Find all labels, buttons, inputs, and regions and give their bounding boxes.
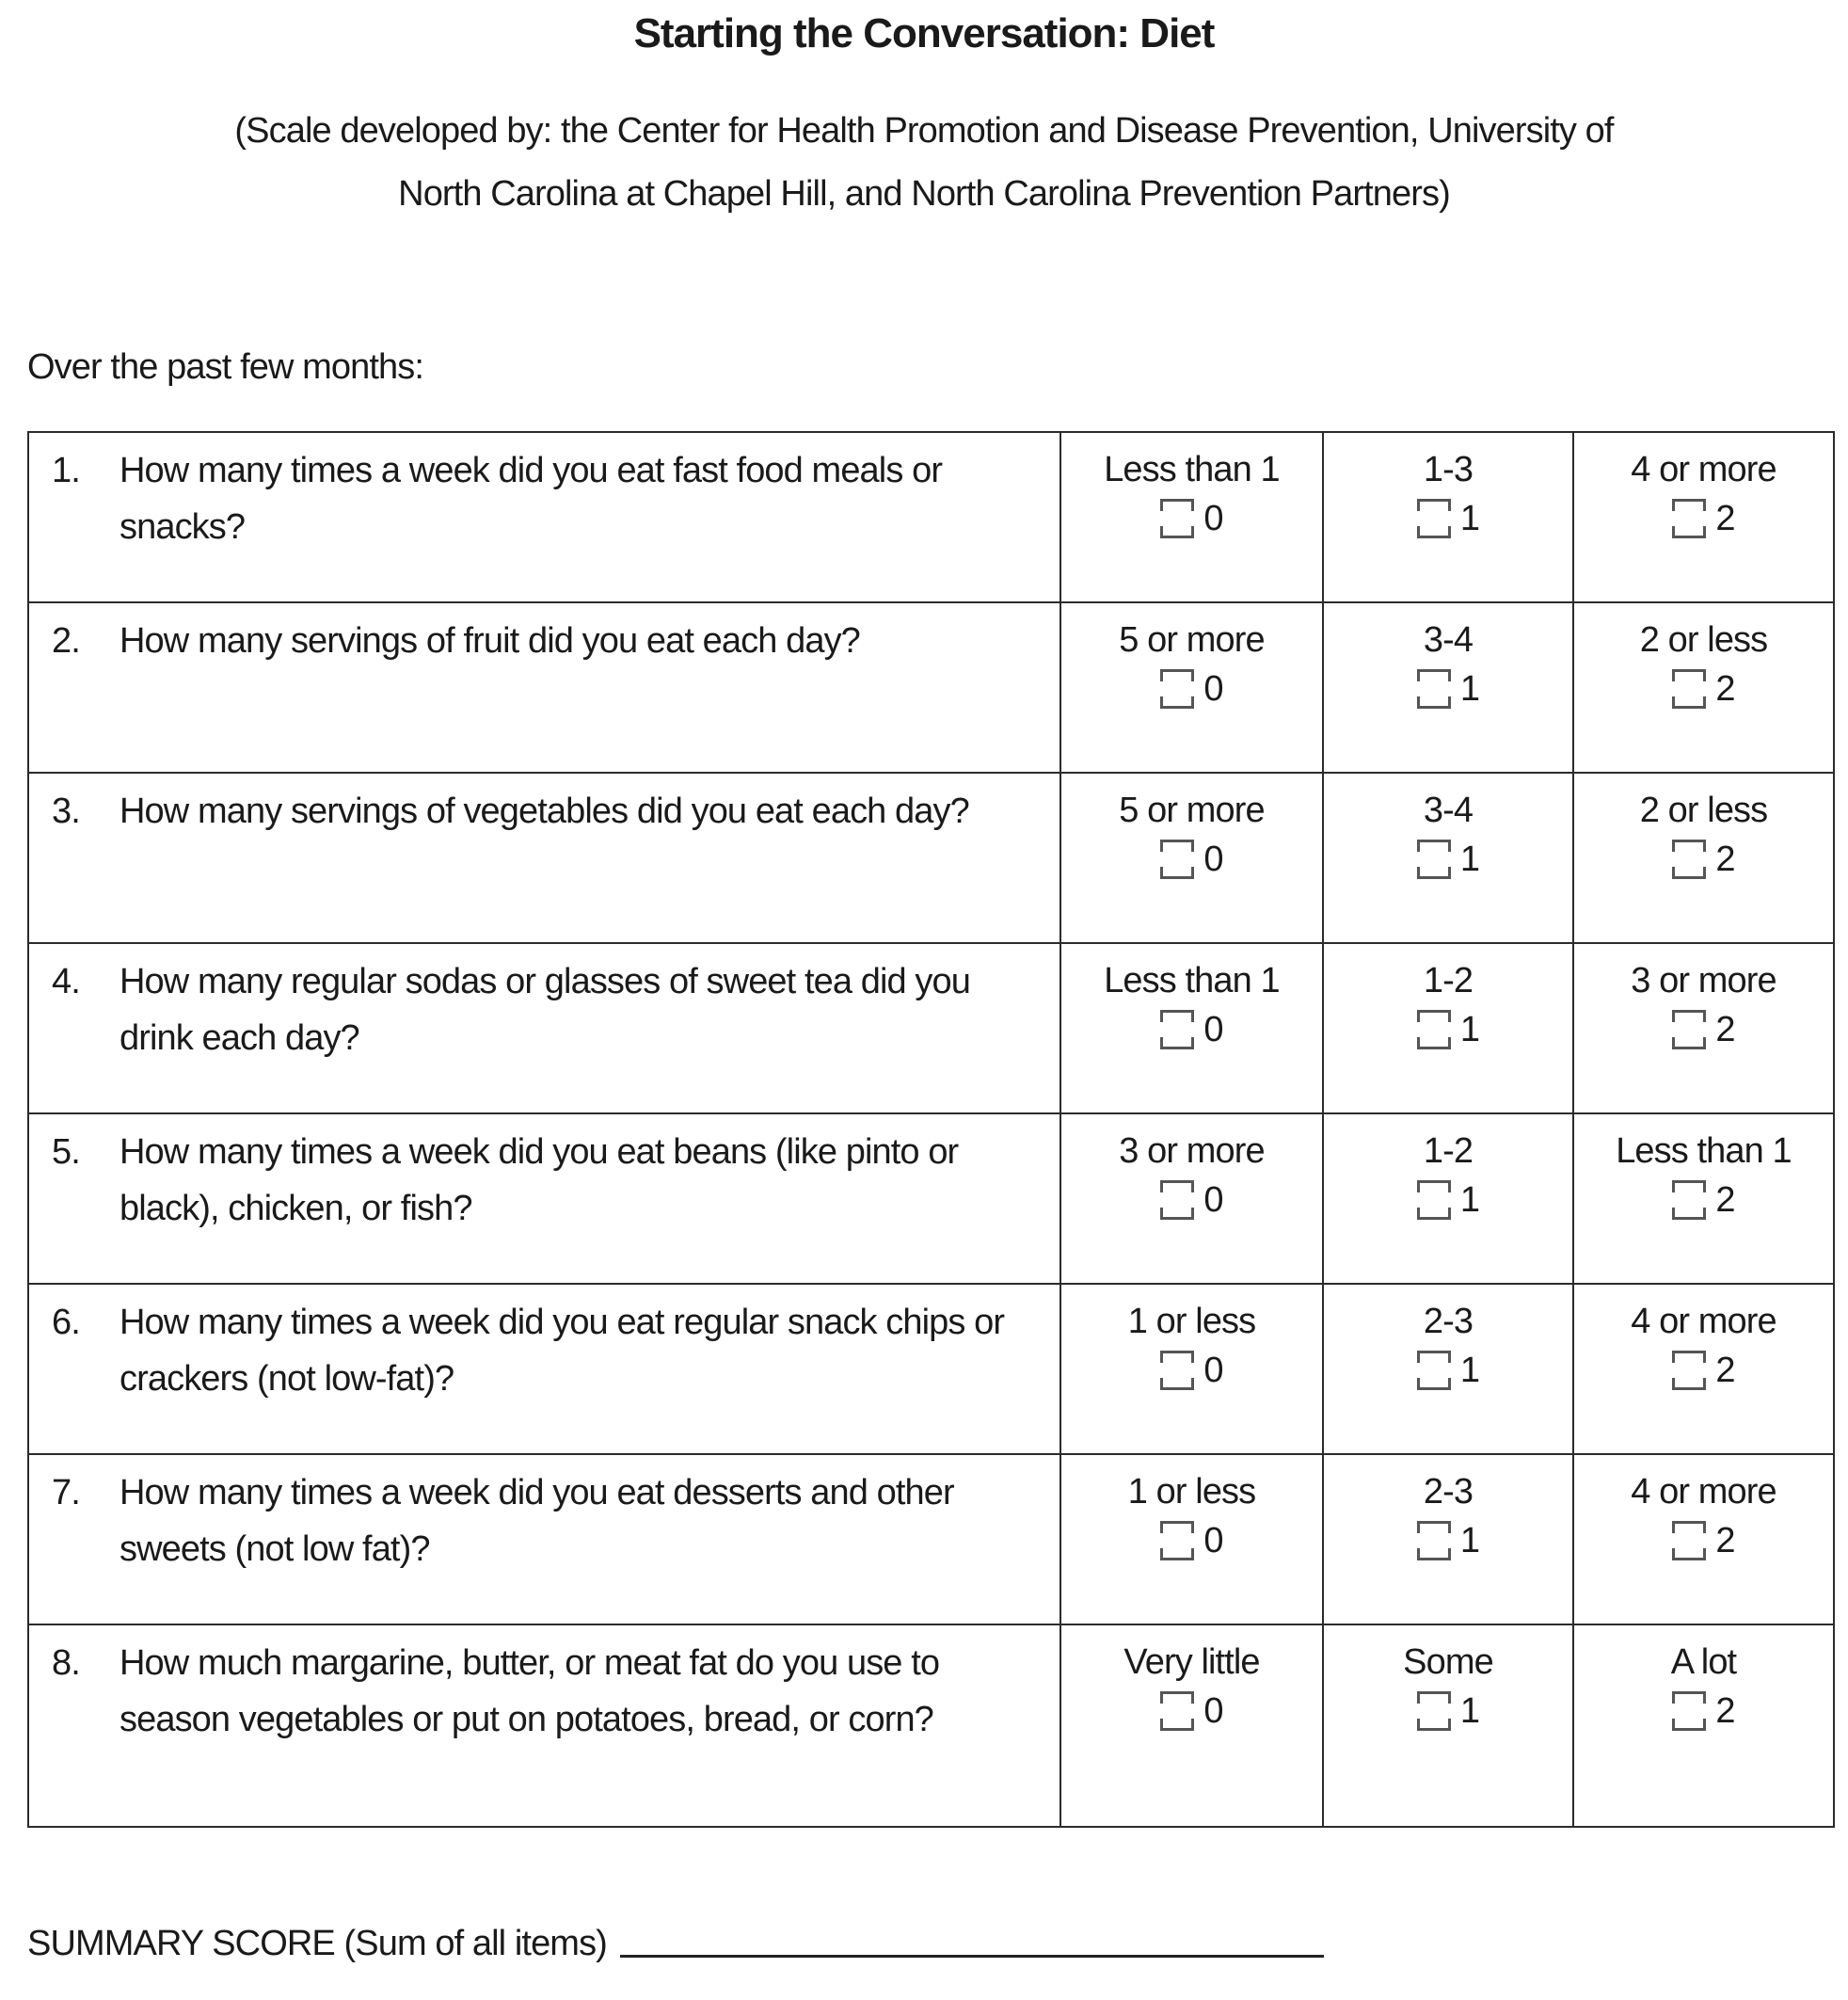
option-label: 4 or more	[1631, 1472, 1776, 1512]
question-cell	[28, 943, 1060, 1113]
question-cell	[28, 1624, 1060, 1827]
option-cell[interactable]	[1573, 1624, 1834, 1827]
option-label: 1 or less	[1127, 1472, 1256, 1512]
attribution-line-1: (Scale developed by: the Center for Health Promotion and Disease Prevention, University of	[234, 111, 1614, 151]
intro-text: Over the past few months:	[27, 347, 424, 387]
option-score: 1	[1459, 499, 1480, 538]
option-cell[interactable]	[1060, 1454, 1323, 1624]
checkbox-icon[interactable]	[1417, 840, 1449, 879]
option-label: 3 or more	[1119, 1131, 1265, 1171]
question-text: How many times a week did you eat regular snack chips or crackers (not low-fat)?	[119, 1303, 1005, 1399]
option-cell[interactable]	[1060, 1284, 1323, 1454]
option-cell[interactable]	[1060, 943, 1323, 1113]
checkbox-icon[interactable]	[1160, 1691, 1192, 1731]
option-2[interactable]	[1574, 944, 1833, 1065]
option-label: Less than 1	[1104, 961, 1280, 1000]
option-2[interactable]	[1574, 433, 1833, 554]
checkbox-icon[interactable]	[1417, 499, 1449, 538]
option-score: 1	[1459, 1010, 1480, 1049]
option-score: 2	[1715, 499, 1735, 538]
option-cell[interactable]	[1573, 943, 1834, 1113]
option-cell[interactable]	[1060, 1624, 1323, 1827]
option-score: 0	[1203, 1521, 1223, 1560]
option-score: 0	[1203, 499, 1223, 538]
option-0[interactable]	[1061, 1625, 1322, 1747]
question-cell	[28, 773, 1060, 943]
checkbox-icon[interactable]	[1672, 499, 1704, 538]
checkbox-icon[interactable]	[1160, 669, 1192, 709]
option-2[interactable]	[1574, 1625, 1833, 1747]
option-label: 5 or more	[1119, 620, 1265, 660]
option-label: 4 or more	[1631, 1302, 1776, 1341]
option-1[interactable]	[1324, 1114, 1572, 1236]
question-number: 8.	[52, 1643, 80, 1683]
question-text: How much margarine, butter, or meat fat do you use to season vegetables or put on potatoes, bread, or corn?	[119, 1643, 940, 1739]
question-text: How many servings of vegetables did you eat each day?	[119, 792, 969, 831]
option-cell[interactable]	[1323, 773, 1573, 943]
checkbox-icon[interactable]	[1672, 1180, 1704, 1220]
question-number: 7.	[52, 1473, 80, 1512]
checkbox-icon[interactable]	[1160, 1180, 1192, 1220]
question-row-1	[28, 432, 1834, 602]
option-label: 3 or more	[1631, 961, 1776, 1000]
option-score: 2	[1715, 840, 1735, 879]
option-0[interactable]	[1061, 1455, 1322, 1576]
scale-attribution	[38, 100, 1810, 226]
option-label: 4 or more	[1631, 450, 1776, 489]
option-cell[interactable]	[1573, 602, 1834, 773]
option-cell[interactable]	[1323, 432, 1573, 602]
option-cell[interactable]	[1323, 943, 1573, 1113]
option-cell[interactable]	[1573, 773, 1834, 943]
option-0[interactable]	[1061, 774, 1322, 895]
option-cell[interactable]	[1323, 602, 1573, 773]
option-label: 2 or less	[1639, 620, 1768, 660]
question-row-5	[28, 1113, 1834, 1284]
checkbox-icon[interactable]	[1417, 1180, 1449, 1220]
question-row-3	[28, 773, 1834, 943]
option-label: 5 or more	[1119, 791, 1265, 830]
checkbox-icon[interactable]	[1160, 499, 1192, 538]
checkbox-icon[interactable]	[1672, 1010, 1704, 1049]
question-number: 5.	[52, 1132, 80, 1172]
option-score: 0	[1203, 1010, 1223, 1049]
page-title: Starting the Conversation: Diet	[633, 10, 1215, 56]
checkbox-icon[interactable]	[1672, 1691, 1704, 1731]
option-score: 0	[1203, 1351, 1223, 1390]
option-0[interactable]	[1061, 433, 1322, 554]
option-cell[interactable]	[1060, 432, 1323, 602]
option-score: 1	[1459, 1691, 1480, 1731]
option-label: Less than 1	[1616, 1131, 1792, 1171]
option-1[interactable]	[1324, 433, 1572, 554]
question-number: 1.	[52, 451, 80, 490]
option-1[interactable]	[1324, 774, 1572, 895]
checkbox-icon[interactable]	[1672, 669, 1704, 709]
option-score: 0	[1203, 669, 1223, 709]
option-score: 1	[1459, 669, 1480, 709]
option-cell[interactable]	[1573, 1454, 1834, 1624]
question-number: 2.	[52, 621, 80, 661]
checkbox-icon[interactable]	[1672, 1521, 1704, 1560]
option-label: 1-2	[1423, 1131, 1474, 1171]
option-score: 1	[1459, 840, 1480, 879]
summary-score	[27, 1920, 1324, 1967]
checkbox-icon[interactable]	[1672, 840, 1704, 879]
option-score: 0	[1203, 1691, 1223, 1731]
option-2[interactable]	[1574, 774, 1833, 895]
checkbox-icon[interactable]	[1417, 1351, 1449, 1390]
option-0[interactable]	[1061, 603, 1322, 725]
question-row-2	[28, 602, 1834, 773]
option-score: 2	[1715, 669, 1735, 709]
option-2[interactable]	[1574, 1114, 1833, 1236]
option-0[interactable]	[1061, 944, 1322, 1065]
option-score: 1	[1459, 1521, 1480, 1560]
question-number: 4.	[52, 962, 80, 1001]
question-row-6	[28, 1284, 1834, 1454]
question-number: 3.	[52, 792, 80, 831]
option-label: 3-4	[1423, 620, 1474, 660]
option-1[interactable]	[1324, 603, 1572, 725]
question-text: How many regular sodas or glasses of sweet tea did you drink each day?	[119, 962, 970, 1058]
option-2[interactable]	[1574, 1285, 1833, 1406]
option-label: Less than 1	[1104, 450, 1280, 489]
question-row-7	[28, 1454, 1834, 1624]
option-label: 3-4	[1423, 791, 1474, 830]
checkbox-icon[interactable]	[1160, 1521, 1192, 1560]
option-label: Very little	[1123, 1642, 1260, 1682]
option-1[interactable]	[1324, 1285, 1572, 1406]
question-cell	[28, 1454, 1060, 1624]
question-cell	[28, 432, 1060, 602]
diet-questionnaire-table	[27, 431, 1835, 1828]
question-row-4	[28, 943, 1834, 1113]
option-label: 1 or less	[1127, 1302, 1256, 1341]
option-score: 0	[1203, 1180, 1223, 1220]
option-cell[interactable]	[1323, 1284, 1573, 1454]
option-score: 0	[1203, 840, 1223, 879]
question-text: How many times a week did you eat fast food meals or snacks?	[119, 451, 943, 547]
question-cell	[28, 1284, 1060, 1454]
checkbox-icon[interactable]	[1417, 1521, 1449, 1560]
checkbox-icon[interactable]	[1160, 840, 1192, 879]
summary-score-label: SUMMARY SCORE (Sum of all items)	[27, 1924, 607, 1963]
option-1[interactable]	[1324, 944, 1572, 1065]
option-0[interactable]	[1061, 1114, 1322, 1236]
checkbox-icon[interactable]	[1672, 1351, 1704, 1390]
attribution-line-2: North Carolina at Chapel Hill, and North Carolina Prevention Partners)	[398, 174, 1450, 214]
option-label: 1-3	[1423, 450, 1474, 489]
option-score: 2	[1715, 1691, 1735, 1731]
question-cell	[28, 602, 1060, 773]
option-cell[interactable]	[1573, 1113, 1834, 1284]
option-score: 1	[1459, 1180, 1480, 1220]
option-cell[interactable]	[1060, 602, 1323, 773]
option-score: 2	[1715, 1351, 1735, 1390]
option-label: 2-3	[1423, 1472, 1474, 1512]
option-cell[interactable]	[1323, 1113, 1573, 1284]
checkbox-icon[interactable]	[1417, 669, 1449, 709]
checkbox-icon[interactable]	[1417, 1691, 1449, 1731]
option-cell[interactable]	[1060, 1113, 1323, 1284]
option-label: 2-3	[1423, 1302, 1474, 1341]
checkbox-icon[interactable]	[1160, 1010, 1192, 1049]
question-number: 6.	[52, 1303, 80, 1342]
option-label: Some	[1403, 1642, 1493, 1682]
option-label: 2 or less	[1639, 791, 1768, 830]
option-cell[interactable]	[1573, 432, 1834, 602]
checkbox-icon[interactable]	[1160, 1351, 1192, 1390]
option-1[interactable]	[1324, 1625, 1572, 1747]
question-cell	[28, 1113, 1060, 1284]
question-row-8	[28, 1624, 1834, 1827]
question-text: How many servings of fruit did you eat each day?	[119, 621, 860, 661]
option-2[interactable]	[1574, 1455, 1833, 1576]
question-text: How many times a week did you eat beans (like pinto or black), chicken, or fish?	[119, 1132, 959, 1228]
checkbox-icon[interactable]	[1417, 1010, 1449, 1049]
option-1[interactable]	[1324, 1455, 1572, 1576]
option-score: 1	[1459, 1351, 1480, 1390]
question-text: How many times a week did you eat desserts and other sweets (not low fat)?	[119, 1473, 954, 1569]
option-score: 2	[1715, 1521, 1735, 1560]
summary-score-blank-field[interactable]	[620, 1955, 1324, 1958]
option-2[interactable]	[1574, 603, 1833, 725]
option-cell[interactable]	[1060, 773, 1323, 943]
option-cell[interactable]	[1323, 1454, 1573, 1624]
option-label: 1-2	[1423, 961, 1474, 1000]
option-cell[interactable]	[1573, 1284, 1834, 1454]
option-score: 2	[1715, 1180, 1735, 1220]
option-cell[interactable]	[1323, 1624, 1573, 1827]
option-0[interactable]	[1061, 1285, 1322, 1406]
option-score: 2	[1715, 1010, 1735, 1049]
option-label: A lot	[1670, 1642, 1737, 1682]
